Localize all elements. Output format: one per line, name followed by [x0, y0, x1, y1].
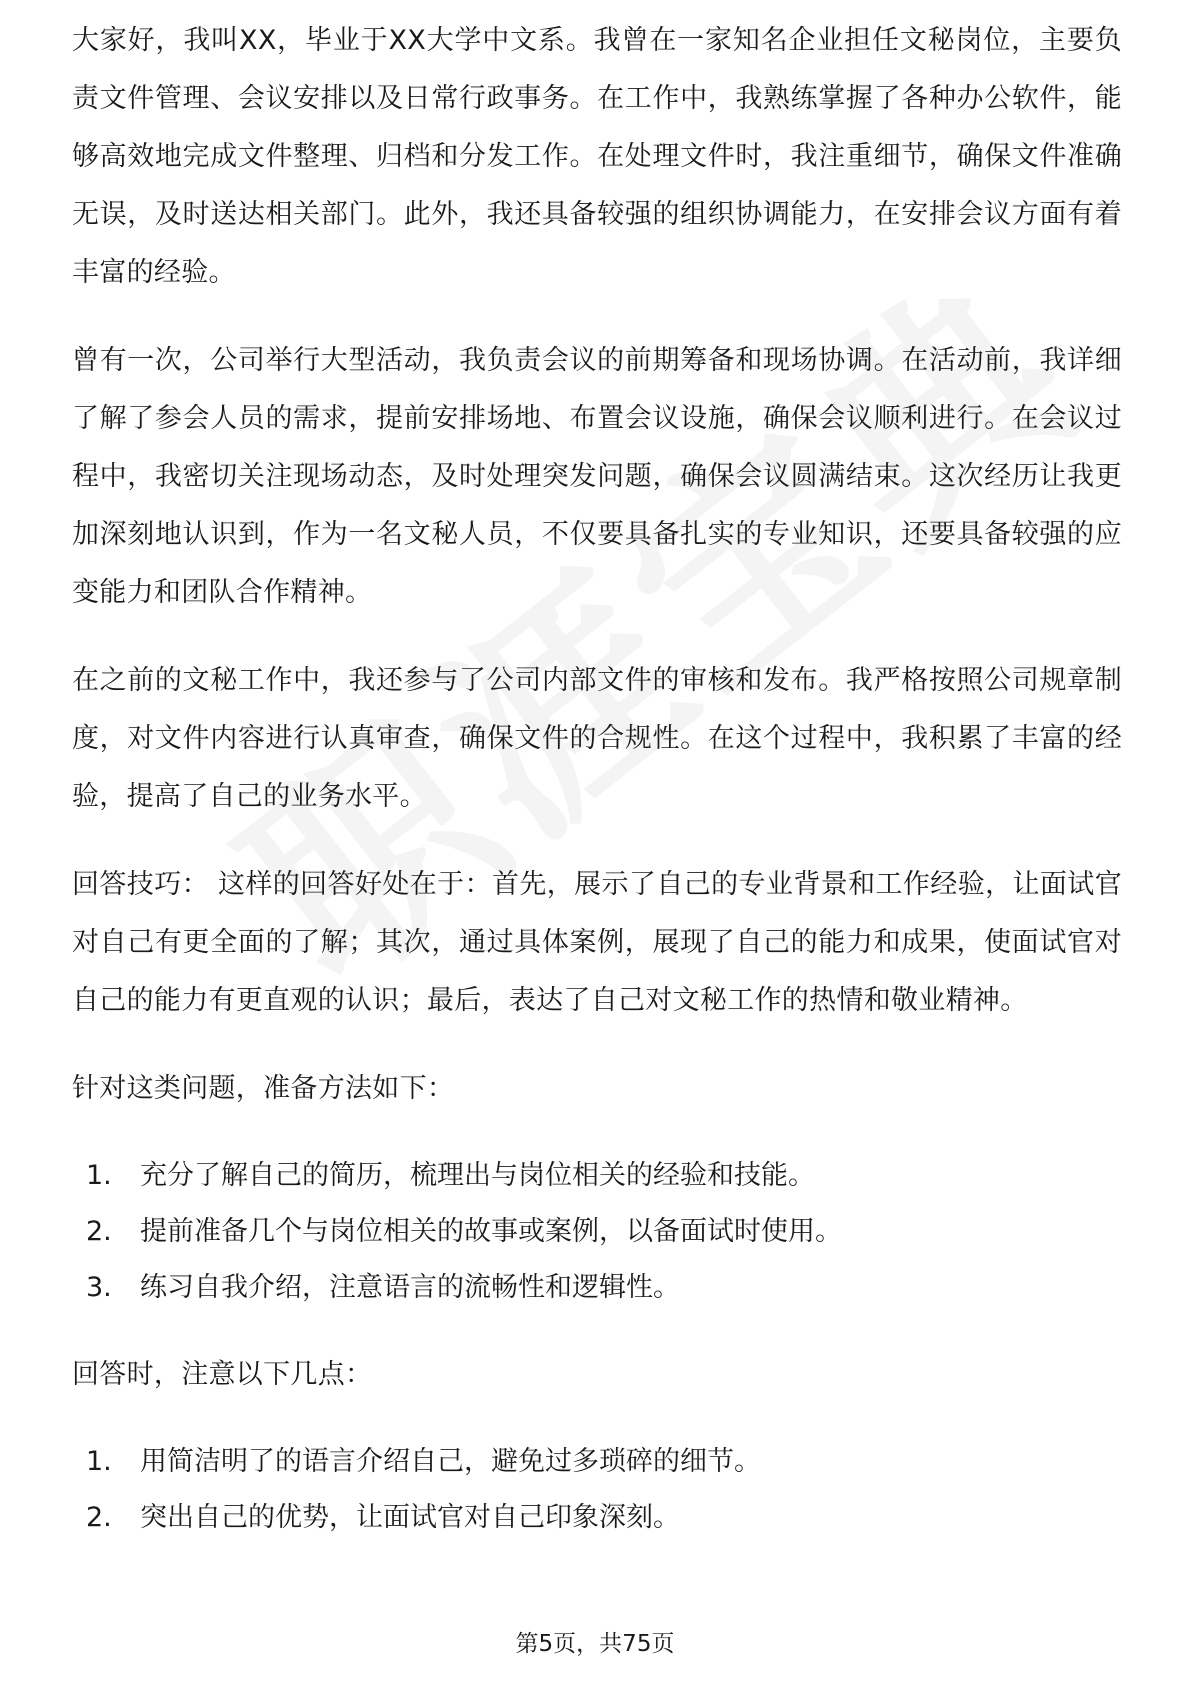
paragraph-notes-heading: 回答时，注意以下几点： — [72, 1359, 373, 1390]
paragraph-event-example: 曾有一次，公司举行大型活动，我负责会议的前期筹备和现场协调。在活动前，我详细了解了参会人员的需求，提前安排场地、布置会议设施，确保会议顺利进行。在会议过程中，我密切关注现场动态，及时处理突发问题，确保会议圆满结束。这次经历让我更加深刻地认识到，作为一名文秘人员，不仅要具备扎实的专业知识，还要具备较强的应变能力和团队合作精神。 — [72, 345, 1122, 608]
paragraph-prep-heading: 针对这类问题，准备方法如下： — [72, 1073, 455, 1104]
list-item — [86, 1434, 1122, 1490]
paragraph-answer-tips: 回答技巧： 这样的回答好处在于：首先，展示了自己的专业背景和工作经验，让面试官对自己有更全面的了解；其次，通过具体案例，展现了自己的能力和成果，使面试官对自己的能力有更直观的认识；最后，表达了自己对文秘工作的热情和敬业精神。 — [72, 869, 1122, 1016]
prep-list — [72, 1148, 1122, 1316]
page-number-footer: 第5页，共75页 — [515, 1631, 675, 1657]
list-item — [86, 1260, 1122, 1316]
list-item — [86, 1204, 1122, 1260]
list-text: 提前准备几个与岗位相关的故事或案例，以备面试时使用。 — [140, 1216, 842, 1247]
list-text: 充分了解自己的简历，梳理出与岗位相关的经验和技能。 — [140, 1160, 815, 1191]
list-text: 突出自己的优势，让面试官对自己印象深刻。 — [140, 1502, 680, 1533]
notes-list — [72, 1434, 1122, 1546]
list-number: 1. — [86, 1160, 112, 1191]
list-text: 练习自我介绍，注意语言的流畅性和逻辑性。 — [140, 1272, 680, 1303]
list-number: 1. — [86, 1446, 112, 1477]
list-number: 3. — [86, 1272, 112, 1303]
list-number: 2. — [86, 1216, 112, 1247]
list-text: 用简洁明了的语言介绍自己，避免过多琐碎的细节。 — [140, 1446, 761, 1477]
list-item — [86, 1148, 1122, 1204]
list-item — [86, 1490, 1122, 1546]
page-content — [72, 25, 1122, 1576]
paragraph-document-review: 在之前的文秘工作中，我还参与了公司内部文件的审核和发布。我严格按照公司规章制度，对文件内容进行认真审查，确保文件的合规性。在这个过程中，我积累了丰富的经验，提高了自己的业务水平。 — [72, 665, 1122, 812]
list-number: 2. — [86, 1502, 112, 1533]
paragraph-intro: 大家好，我叫XX，毕业于XX大学中文系。我曾在一家知名企业担任文秘岗位，主要负责文件管理、会议安排以及日常行政事务。在工作中，我熟练掌握了各种办公软件，能够高效地完成文件整理、归档和分发工作。在处理文件时，我注重细节，确保文件准确无误，及时送达相关部门。此外，我还具备较强的组织协调能力，在安排会议方面有着丰富的经验。 — [72, 25, 1122, 288]
